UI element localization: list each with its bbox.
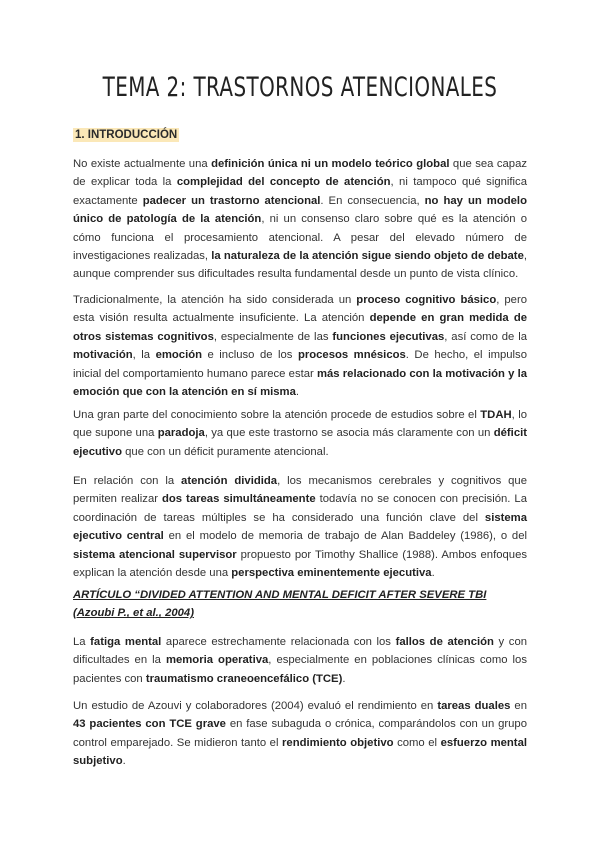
text-run: todavía no se conocen con precisión. La coordinación de tareas múltiples se ha considerado una función clave del [73, 493, 527, 524]
text-run: , los mecanismos cerebrales y cognitivos que permiten realizar [73, 475, 527, 506]
text-run: e incluso de los [202, 349, 298, 362]
text-run: y con dificultades en la [73, 636, 528, 667]
text-run: , pero esta visión resulta actualmente insuficiente. La atención [73, 294, 528, 325]
text-run: . [295, 386, 300, 399]
text-run: aparece estrechamente relacionada con los [161, 636, 396, 648]
bold-text: déficit ejecutivo [73, 427, 528, 458]
bold-text: fallos de atención [395, 636, 494, 648]
bold-text: rendimiento objetivo [282, 736, 394, 749]
text-run: . En consecuencia, [320, 194, 425, 207]
text-run: en fase subaguda o crónica, comparándolos con un grupo control emparejado. Se midieron tanto el [73, 718, 528, 749]
text-run: , ni tampoco qué significa exactamente [73, 176, 527, 207]
bold-text: sistema ejecutivo central [73, 511, 527, 543]
bold-text: funciones ejecutivas [332, 330, 445, 343]
bold-text: fatiga mental [90, 636, 162, 648]
bold-text: dos tareas simultáneamente [161, 493, 316, 506]
bold-text: más relacionado con la motivación y la emoción que con la atención en sí misma [73, 367, 527, 399]
bold-text: la naturaleza de la atención sigue siendo objeto de debate [211, 250, 524, 263]
text-run: , especialmente de las [213, 330, 333, 343]
paragraph-3 [73, 406, 527, 461]
text-run: propuesto por Timothy Shallice (1988). Ambos enfoques explican la atención desde una [73, 548, 527, 580]
bold-text: proceso cognitivo básico [356, 294, 497, 306]
text-run: como el [393, 736, 441, 749]
text-run: No existe actualmente una [73, 158, 212, 170]
page-title: TEMA 2: TRASTORNOS ATENCIONALES [102, 72, 498, 103]
text-run: . [122, 755, 126, 768]
bold-text: depende en gran medida de otros sistemas cognitivos [73, 312, 527, 343]
bold-text: emoción [155, 349, 203, 362]
bold-text: procesos mnésicos [297, 349, 406, 362]
bold-text: paradoja [157, 427, 205, 440]
text-run: Tradicionalmente, la atención ha sido considerada un [73, 294, 357, 306]
bold-text: sistema atencional supervisor [73, 548, 237, 561]
text-run: en [510, 700, 527, 712]
article-heading: ARTÍCULO “DIVIDED ATTENTION AND MENTAL DEFICIT AFTER SEVERE TBI (Azoubi P., et al., 2004) [73, 589, 487, 620]
text-run: , especialmente en poblaciones clínicas como los pacientes con [73, 654, 527, 685]
bold-text: no hay un modelo único de patología de la atención [73, 194, 527, 226]
bold-text: memoria operativa [165, 654, 269, 667]
bold-text: TDAH [480, 409, 512, 421]
text-run: Un estudio de Azouvi y colaboradores (2004) evaluó el rendimiento en [73, 700, 438, 712]
paragraph-4 [73, 472, 527, 582]
paragraph-6 [73, 697, 527, 771]
text-run: , ya que este trastorno se asocia más claramente con un [204, 427, 494, 440]
paragraph-5 [73, 633, 527, 688]
bold-text: esfuerzo mental subjetivo [73, 736, 527, 768]
bold-text: definición única ni un modelo teórico global [211, 158, 450, 170]
text-run: , aunque comprender sus dificultades resulta fundamental desde un punto de vista clínico. [73, 250, 527, 281]
text-run: , ni un consenso claro sobre qué es la atención o cómo funciona el procesamiento atencional. A pesar del elevado número de investigaciones realizadas, [73, 213, 527, 263]
text-run: , así como de la [444, 330, 527, 343]
bold-text: complejidad del concepto de atención [176, 176, 391, 189]
paragraph-2 [73, 291, 527, 401]
text-run: Una gran parte del conocimiento sobre la atención procede de estudios sobre el [73, 409, 481, 421]
text-run: , la [132, 349, 156, 362]
text-run: , lo que supone una [73, 409, 527, 440]
paragraph-1 [73, 155, 527, 284]
bold-text: tareas duales [437, 700, 511, 712]
text-run: que sea capaz de explicar toda la [73, 158, 528, 189]
section-heading: 1. INTRODUCCIÓN [75, 129, 178, 141]
bold-text: 43 pacientes con TCE grave [73, 718, 226, 731]
text-run: . De hecho, el impulso inicial del comportamiento humano parece estar [73, 349, 527, 380]
text-run: que con un déficit puramente atencional. [121, 445, 329, 458]
text-run: La [73, 636, 91, 648]
text-run: En relación con la [73, 475, 182, 487]
text-run: . [431, 567, 435, 580]
text-run: en el modelo de memoria de trabajo de Alan Baddeley (1986), o del [163, 530, 528, 543]
bold-text: atención dividida [181, 475, 278, 487]
text-run: . [342, 672, 346, 685]
bold-text: perspectiva eminentemente ejecutiva [231, 567, 432, 580]
bold-text: padecer un trastorno atencional [142, 194, 321, 207]
bold-text: traumatismo craneoencefálico (TCE) [145, 672, 343, 685]
bold-text: motivación [73, 349, 133, 362]
